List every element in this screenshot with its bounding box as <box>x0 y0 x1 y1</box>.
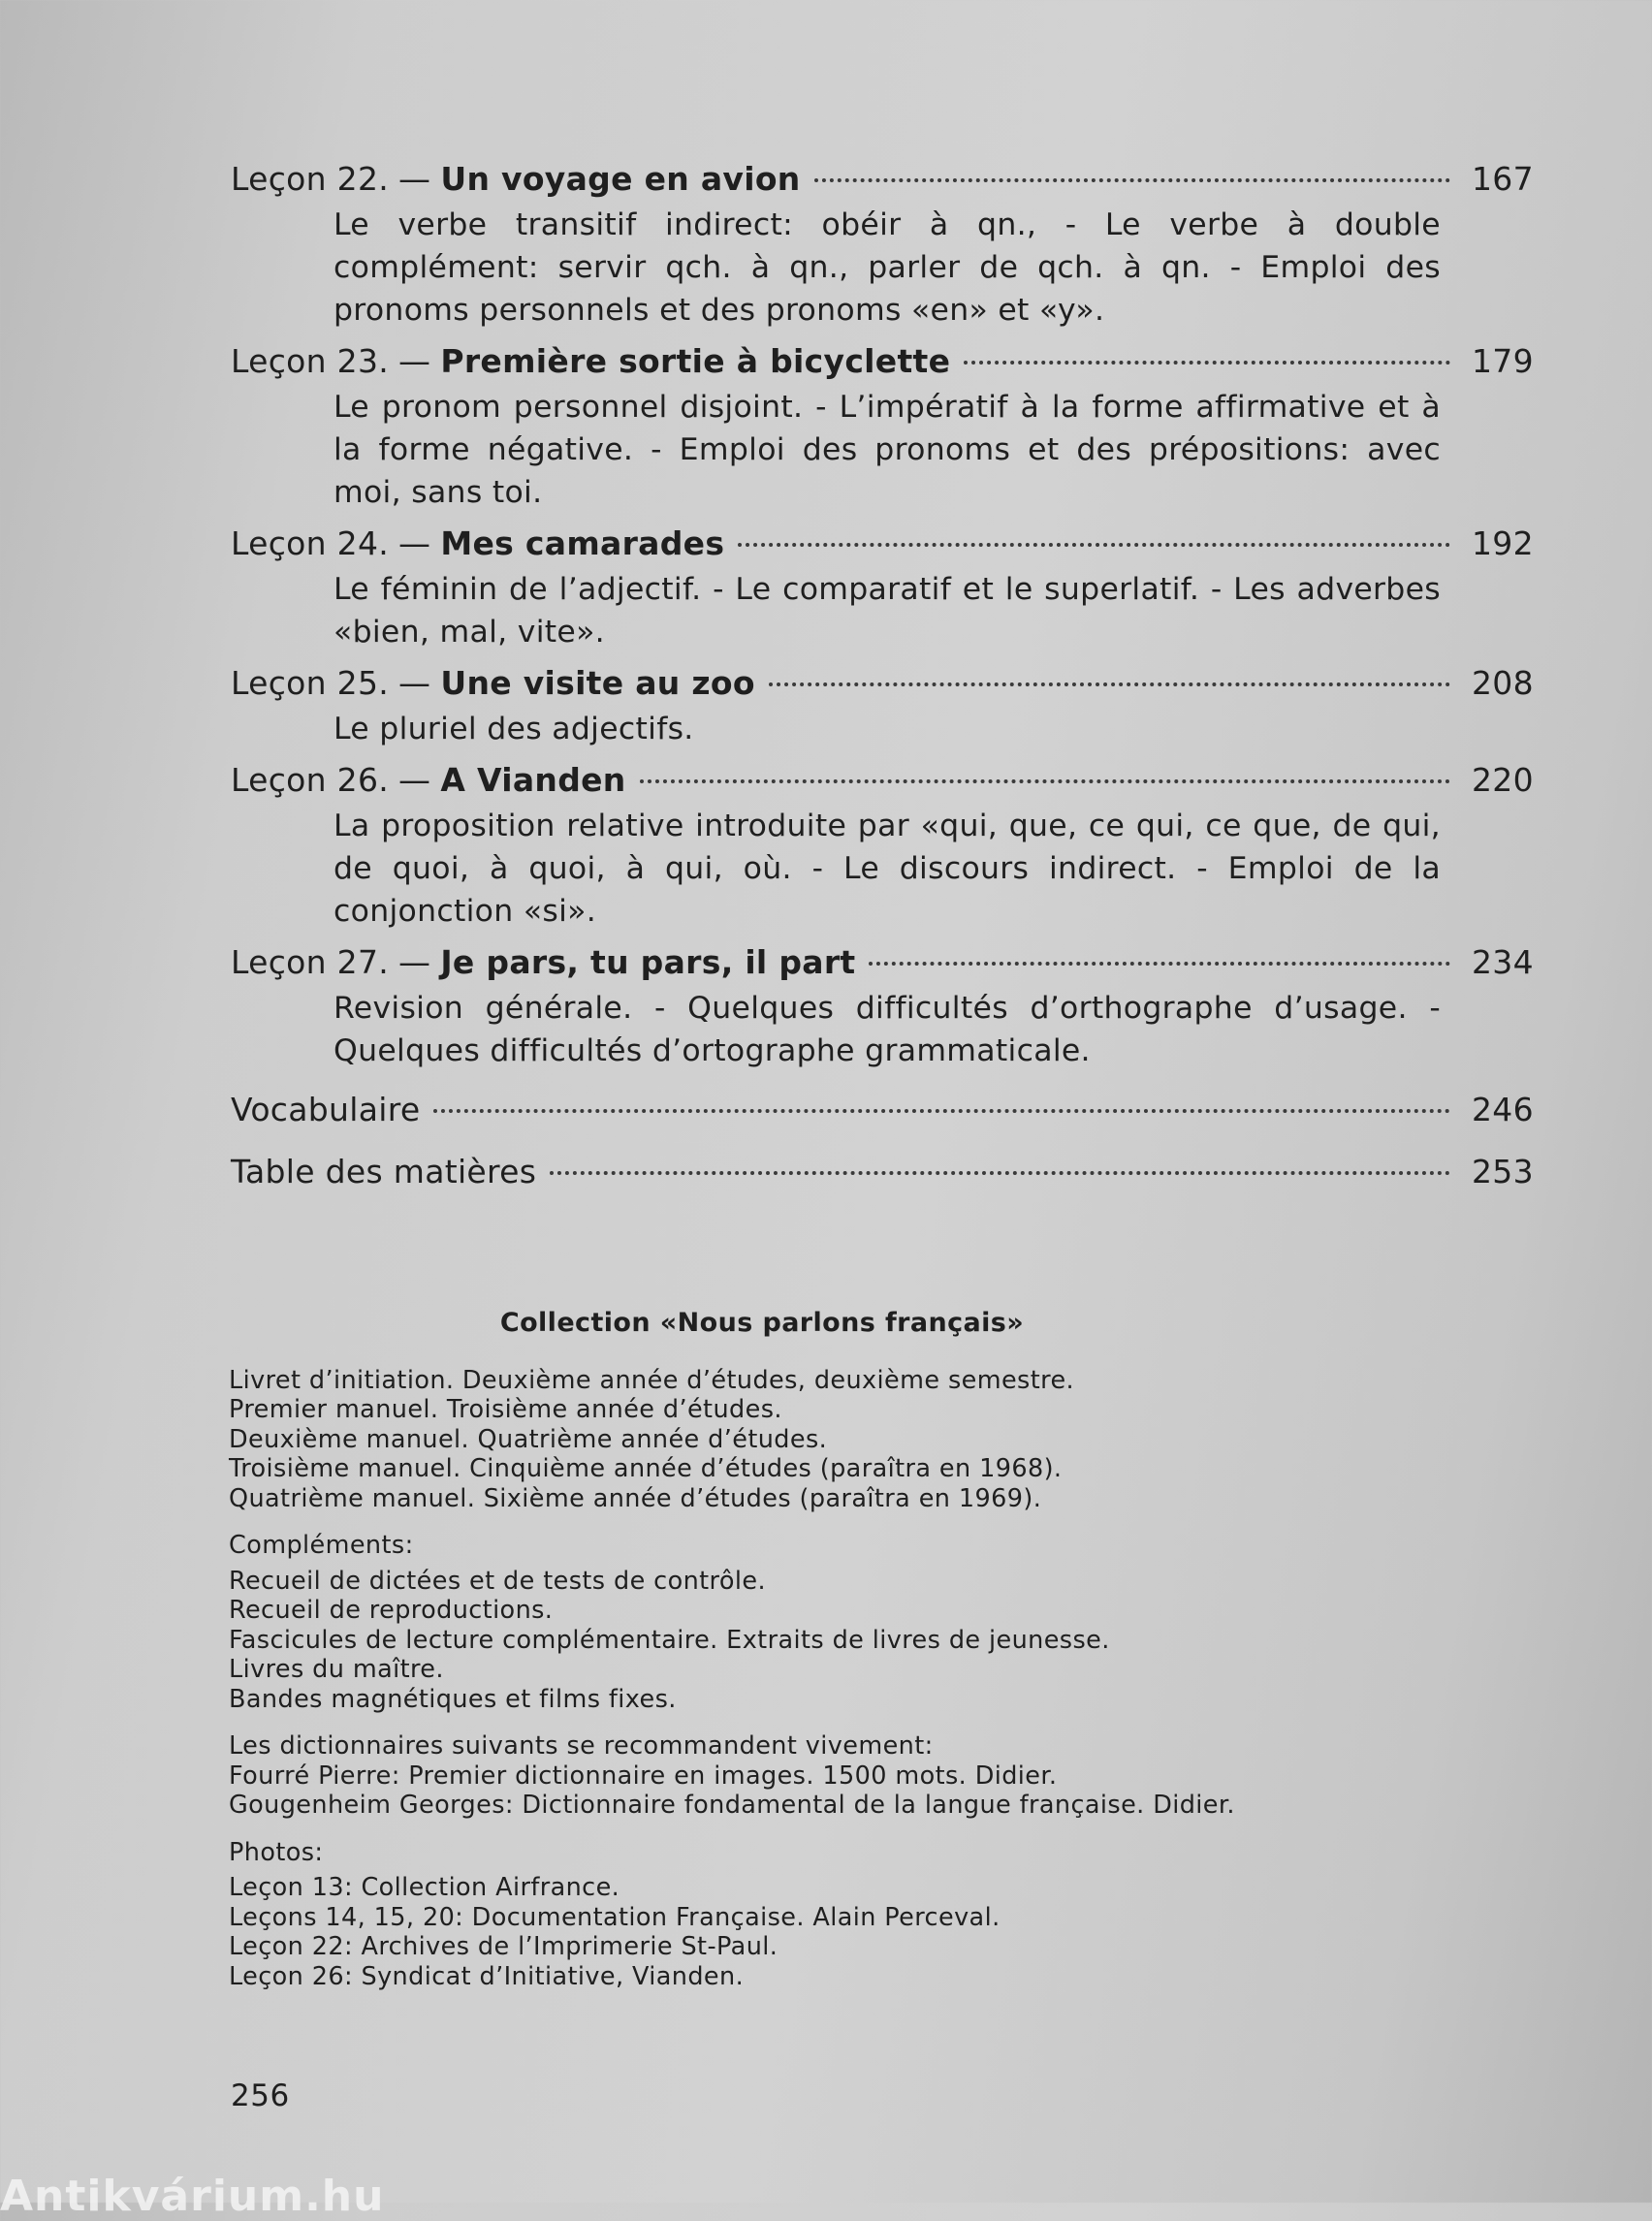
page-ref: 167 <box>1472 160 1534 198</box>
page-number: 256 <box>231 2078 290 2113</box>
lesson-number: Leçon 22. <box>231 160 390 198</box>
list-item: Premier manuel. Troisième année d’études. <box>229 1395 782 1424</box>
list-item: Leçon 22: Archives de l’Imprimerie St-Paul. <box>229 1932 778 1961</box>
lesson-number: Leçon 23. <box>231 342 390 380</box>
list-item: Fascicules de lecture complémentaire. Extraits de livres de jeunesse. <box>229 1625 1110 1655</box>
dot-leader <box>433 1108 1450 1113</box>
lesson-description: Le verbe transitif indirect: obéir à qn., - Le verbe à double complément: servir qch. à qn., parler de qch. à qn. - Emploi des pronoms personnels et des pronoms «en» et «y». <box>334 207 1441 328</box>
page-ref: 234 <box>1472 943 1534 981</box>
section-label: Vocabulaire <box>231 1091 421 1128</box>
complements-label: Compléments: <box>229 1531 414 1560</box>
list-item: Recueil de dictées et de tests de contrôle. <box>229 1566 766 1596</box>
list-item: Troisième manuel. Cinquième année d’études (paraîtra en 1968). <box>229 1454 1063 1483</box>
dictionaries-list <box>229 1731 1295 1821</box>
dot-leader <box>964 360 1450 365</box>
list-item: Recueil de reproductions. <box>229 1596 554 1625</box>
toc-entry-vocabulaire <box>231 1082 1534 1138</box>
lesson-title: Mes camarades <box>440 524 725 562</box>
toc-entry <box>231 756 1534 933</box>
list-item: Bandes magnétiques et films fixes. <box>229 1684 677 1714</box>
toc-entry-table-des-matieres <box>231 1144 1534 1200</box>
lesson-title: Une visite au zoo <box>440 664 755 702</box>
lesson-description: Le féminin de l’adjectif. - Le comparatif et le superlatif. - Les adverbes «bien, mal, vite». <box>334 572 1441 650</box>
dash: — <box>398 342 431 380</box>
page-ref: 253 <box>1472 1153 1534 1190</box>
lesson-description: Revision générale. - Quelques difficultés d’orthographe d’usage. - Quelques difficultés d’ortographe grammaticale. <box>334 991 1441 1068</box>
photos-label: Photos: <box>229 1837 324 1867</box>
collection-section <box>229 1309 1295 2009</box>
dot-leader <box>738 542 1450 547</box>
books-list <box>229 1366 1295 1514</box>
list-item: Leçon 13: Collection Airfrance. <box>229 1873 620 1902</box>
list-item: Livret d’initiation. Deuxième année d’études, deuxième semestre. <box>229 1365 1075 1395</box>
list-item: Fourré Pierre: Premier dictionnaire en images. 1500 mots. Didier. <box>229 1761 1058 1791</box>
list-item: Leçon 26: Syndicat d’Initiative, Vianden. <box>229 1961 745 1991</box>
page-ref: 246 <box>1472 1091 1534 1128</box>
section-label: Table des matières <box>231 1153 537 1190</box>
toc-entry <box>231 155 1534 332</box>
lesson-description: Le pluriel des adjectifs. <box>334 712 694 746</box>
list-item: Gougenheim Georges: Dictionnaire fondamental de la langue française. Didier. <box>229 1791 1235 1820</box>
page-ref: 220 <box>1472 761 1534 799</box>
collection-title: Collection «Nous parlons français» <box>499 1308 1025 1338</box>
lesson-title: Un voyage en avion <box>440 160 801 198</box>
list-item: Leçons 14, 15, 20: Documentation Française. Alain Perceval. <box>229 1902 1001 1932</box>
dash: — <box>398 160 431 198</box>
lesson-description: La proposition relative introduite par «qui, que, ce qui, ce que, de qui, de quoi, à quoi, à qui, où. - Le discours indirect. - Emploi de la conjonction «si». <box>334 809 1441 929</box>
dash: — <box>398 943 431 981</box>
lesson-number: Leçon 24. <box>231 524 390 562</box>
page-ref: 192 <box>1472 524 1534 562</box>
list-item: Livres du maître. <box>229 1655 444 1684</box>
dictionaries-label: Les dictionnaires suivants se recommandent vivement: <box>229 1731 934 1761</box>
list-item: Deuxième manuel. Quatrième année d’études. <box>229 1424 828 1454</box>
dot-leader <box>814 177 1450 182</box>
toc-entry <box>231 520 1534 653</box>
watermark: Antikvárium.hu <box>0 2172 385 2221</box>
toc-entry <box>231 938 1534 1072</box>
lesson-number: Leçon 27. <box>231 943 390 981</box>
photos-list <box>229 1838 1295 1992</box>
table-of-contents <box>231 155 1534 1200</box>
toc-entry <box>231 337 1534 514</box>
page-ref: 179 <box>1472 342 1534 380</box>
dash: — <box>398 664 431 702</box>
lesson-number: Leçon 25. <box>231 664 390 702</box>
lesson-title: Je pars, tu pars, il part <box>440 943 856 981</box>
lesson-title: Première sortie à bicyclette <box>440 342 951 380</box>
toc-entry <box>231 659 1534 750</box>
dot-leader <box>550 1170 1450 1175</box>
list-item: Quatrième manuel. Sixième année d’études (paraîtra en 1969). <box>229 1483 1042 1513</box>
lesson-description: Le pronom personnel disjoint. - L’impératif à la forme affirmative et à la forme négative. - Emploi des pronoms et des prépositions: avec moi, sans toi. <box>334 390 1441 510</box>
dash: — <box>398 524 431 562</box>
dot-leader <box>640 778 1450 783</box>
page-ref: 208 <box>1472 664 1534 702</box>
lesson-number: Leçon 26. <box>231 761 390 799</box>
dash: — <box>398 761 431 799</box>
complements-list <box>229 1531 1295 1714</box>
lesson-title: A Vianden <box>440 761 626 799</box>
dot-leader <box>769 682 1450 686</box>
dot-leader <box>869 961 1450 966</box>
